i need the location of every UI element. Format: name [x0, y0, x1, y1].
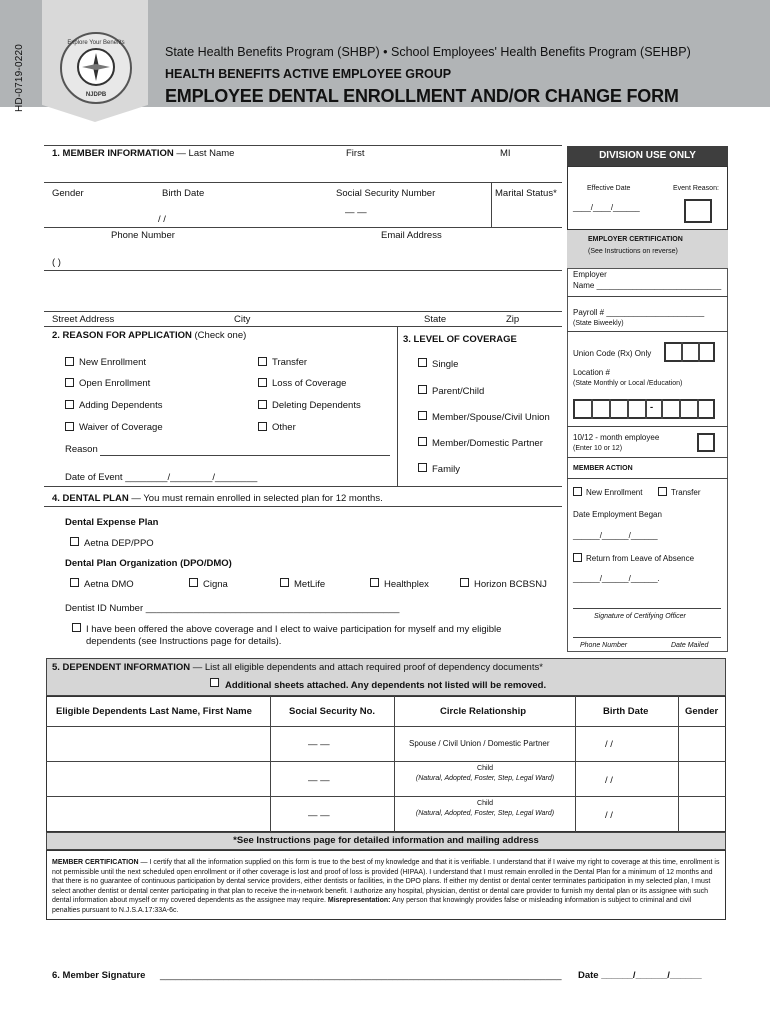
location-field[interactable] — [573, 399, 715, 419]
dpo-heading: Dental Plan Organization (DPO/DMO) — [65, 558, 232, 569]
other-label: Other — [272, 422, 296, 433]
action-new-enrollment-label: New Enrollment — [586, 488, 643, 497]
action-transfer-label: Transfer — [671, 488, 701, 497]
open-enrollment-checkbox[interactable] — [65, 378, 74, 387]
employer-name-field[interactable]: Name ____________________________ — [573, 281, 722, 290]
email-label: Email Address — [381, 230, 442, 241]
metlife-checkbox[interactable] — [280, 578, 289, 587]
adding-dependents-checkbox[interactable] — [65, 400, 74, 409]
action-transfer-checkbox[interactable] — [658, 487, 667, 496]
dentist-id-field[interactable]: Dentist ID Number ________________________________________________ — [65, 603, 400, 614]
new-enrollment-checkbox[interactable] — [65, 357, 74, 366]
dependent-birth-field[interactable]: / / — [605, 810, 613, 821]
reason-label: Reason — [65, 444, 98, 455]
event-reason-field[interactable] — [684, 199, 712, 223]
open-enrollment-label: Open Enrollment — [79, 378, 151, 389]
zip-label: Zip — [506, 314, 520, 325]
union-code-label: Union Code (Rx) Only — [573, 349, 652, 358]
reason-field[interactable] — [100, 455, 390, 456]
aetna-dep-label: Aetna DEP/PPO — [84, 538, 154, 549]
first-name-label: First — [346, 148, 365, 159]
waive-checkbox[interactable] — [72, 623, 81, 632]
instructions-footer: *See Instructions page for detailed information and mailing address — [233, 835, 539, 846]
page-title: EMPLOYEE DENTAL ENROLLMENT AND/OR CHANGE FORM — [165, 86, 679, 106]
cigna-label: Cigna — [203, 579, 228, 590]
event-reason-label: Event Reason: — [673, 185, 719, 192]
compass-icon — [77, 48, 115, 86]
member-certification: MEMBER CERTIFICATION — I certify that all the information supplied on this form is true to the best of my knowledge and that it is verifiable. I understand that if I waive my right to coverage at this time, enrollment is not permissible until the next scheduled open enrollment or if other coverage is lost and proof of loss is provided (HIPAA). I understand that I must remain enrolled in the Dental Plan for a minimum of 12 months and that there is no guarantee of continuous participation by dental service providers, either dentists or facilities, in the DPO plans. If either my dentist or dental center terminates participation in my selected plan, I must select another dentist or dental center participating in that plan to receive the in-network benefit. I authorize any hospital, physician, dentist or dental care provider to furnish my dental plan or its assignee with such dental information about myself or my covered dependents as the assignee may require. Misrepresentation: Any person that knowingly provides false or misleading information is subject to criminal and civil penalties pursuant to N.J.S.A.17:33A-6c. — [52, 859, 720, 914]
return-leave-date-field[interactable]: ______/______/______. — [573, 574, 660, 583]
additional-sheets-checkbox[interactable] — [210, 678, 219, 687]
state-biweekly-note: (State Biweekly) — [573, 320, 624, 327]
effective-date-field[interactable]: ____/____/______ — [573, 203, 640, 212]
waiver-coverage-checkbox[interactable] — [65, 422, 74, 431]
program-line: State Health Benefits Program (SHBP) • School Employees' Health Benefits Program (SEHBP) — [165, 45, 691, 59]
date-employment-field[interactable]: ______/______/______ — [573, 531, 658, 540]
deleting-dependents-label: Deleting Dependents — [272, 400, 361, 411]
dependent-ssn-field[interactable]: — — — [308, 739, 330, 750]
loss-coverage-checkbox[interactable] — [258, 378, 267, 387]
additional-sheets-label: Additional sheets attached. Any dependents not listed will be removed. — [225, 680, 547, 691]
phone-number-label: Phone Number — [580, 642, 628, 649]
member-signature-field[interactable]: ____________________________________________________________________________ — [160, 970, 562, 981]
state-label: State — [424, 314, 447, 325]
employer-label: Employer — [573, 270, 607, 279]
healthplex-label: Healthplex — [384, 579, 429, 590]
group-line: HEALTH BENEFITS ACTIVE EMPLOYEE GROUP — [165, 67, 452, 81]
location-label: Location # — [573, 368, 610, 377]
member-info-heading: 1. MEMBER INFORMATION — Last Name — [52, 148, 235, 159]
employer-cert-heading: EMPLOYER CERTIFICATION — [588, 236, 683, 243]
family-checkbox[interactable] — [418, 463, 427, 472]
city-label: City — [234, 314, 251, 325]
dependent-ssn-field[interactable]: — — — [308, 810, 330, 821]
other-checkbox[interactable] — [258, 422, 267, 431]
ssn-field[interactable]: — — — [345, 207, 367, 218]
location-note: (State Monthly or Local /Education) — [573, 380, 683, 387]
coverage-heading: 3. LEVEL OF COVERAGE — [403, 334, 517, 345]
logo-bottom-text: NJDPB — [85, 92, 107, 98]
month-employee-field[interactable] — [697, 433, 715, 452]
horizon-label: Horizon BCBSNJ — [474, 579, 547, 590]
phone-label: Phone Number — [111, 230, 175, 241]
birth-date-field[interactable]: / / — [158, 214, 166, 225]
street-label: Street Address — [52, 314, 115, 325]
parent-child-label: Parent/Child — [432, 386, 485, 397]
signature-date-field[interactable]: Date ______/______/______ — [578, 970, 702, 981]
col-ssn-header: Social Security No. — [289, 706, 376, 717]
return-leave-label: Return from Leave of Absence — [586, 554, 695, 563]
cigna-checkbox[interactable] — [189, 578, 198, 587]
payroll-field[interactable]: Payroll # ______________________ — [573, 308, 705, 317]
col-gender-header: Gender — [685, 706, 719, 717]
gender-label: Gender — [52, 188, 84, 199]
date-mailed-label: Date Mailed — [671, 642, 709, 649]
return-leave-checkbox[interactable] — [573, 553, 582, 562]
member-domestic-label: Member/Domestic Partner — [432, 438, 543, 449]
member-spouse-checkbox[interactable] — [418, 411, 427, 420]
reason-heading: 2. REASON FOR APPLICATION (Check one) — [52, 330, 247, 341]
dependent-info-heading: 5. DEPENDENT INFORMATION — List all eligible dependents and attach required proof of dependency documents* — [52, 662, 543, 673]
transfer-label: Transfer — [272, 357, 308, 368]
effective-date-label: Effective Date — [587, 185, 631, 192]
dependent-birth-field[interactable]: / / — [605, 775, 613, 786]
member-domestic-checkbox[interactable] — [418, 437, 427, 446]
col-relationship-header: Circle Relationship — [440, 706, 527, 717]
marital-status-label: Marital Status* — [495, 188, 557, 199]
col-birth-header: Birth Date — [603, 706, 649, 717]
month-employee-label: 10/12 - month employee — [573, 433, 660, 442]
healthplex-checkbox[interactable] — [370, 578, 379, 587]
waive-line2: dependents (see Instructions page for details). — [86, 636, 282, 647]
parent-child-checkbox[interactable] — [418, 385, 427, 394]
new-enrollment-label: New Enrollment — [79, 357, 147, 368]
dependent-relationship[interactable]: Spouse / Civil Union / Domestic Partner — [409, 739, 550, 748]
waive-line1: I have been offered the above coverage and I elect to waive participation for myself and my eligible — [86, 624, 502, 635]
officer-signature-label: Signature of Certifying Officer — [594, 613, 686, 620]
dependent-relationship-options[interactable]: (Natural, Adopted, Foster, Step, Legal Ward) — [415, 810, 555, 817]
horizon-checkbox[interactable] — [460, 578, 469, 587]
single-checkbox[interactable] — [418, 358, 427, 367]
form-code: HD-0719-0220 — [14, 44, 25, 112]
single-label: Single — [432, 359, 459, 370]
mi-label: MI — [500, 148, 511, 159]
col-name-header: Eligible Dependents Last Name, First Name — [56, 706, 252, 717]
aetna-dep-checkbox[interactable] — [70, 537, 79, 546]
dependent-ssn-field[interactable]: — — — [308, 775, 330, 786]
member-action-heading: MEMBER ACTION — [573, 465, 633, 472]
dependent-relationship-options[interactable]: (Natural, Adopted, Foster, Step, Legal Ward) — [415, 775, 555, 782]
deleting-dependents-checkbox[interactable] — [258, 400, 267, 409]
phone-field[interactable]: ( ) — [52, 257, 61, 268]
division-use-heading: DIVISION USE ONLY — [567, 146, 728, 166]
date-employment-label: Date Employment Began — [573, 510, 662, 519]
loss-coverage-label: Loss of Coverage — [272, 378, 347, 389]
enter-10-12-note: (Enter 10 or 12) — [573, 445, 623, 452]
dental-expense-heading: Dental Expense Plan — [65, 517, 159, 528]
action-new-enrollment-checkbox[interactable] — [573, 487, 582, 496]
date-of-event[interactable]: Date of Event ________/________/________ — [65, 472, 258, 483]
member-signature-label: 6. Member Signature — [52, 970, 146, 981]
see-instructions-note: (See Instructions on reverse) — [588, 248, 678, 255]
ssn-label: Social Security Number — [336, 188, 436, 199]
location-dash: - — [650, 402, 654, 413]
aetna-dmo-checkbox[interactable] — [70, 578, 79, 587]
union-code-field[interactable] — [664, 342, 715, 362]
officer-signature-line[interactable] — [573, 608, 721, 609]
adding-dependents-label: Adding Dependents — [79, 400, 163, 411]
transfer-checkbox[interactable] — [258, 357, 267, 366]
dental-heading: 4. DENTAL PLAN — You must remain enrolled in selected plan for 12 months. — [52, 493, 383, 504]
metlife-label: MetLife — [294, 579, 326, 590]
aetna-dmo-label: Aetna DMO — [84, 579, 134, 590]
logo-top-text: Explore Your Benefits — [67, 40, 125, 46]
dependent-relationship: Child — [477, 765, 493, 772]
member-spouse-label: Member/Spouse/Civil Union — [432, 412, 550, 423]
family-label: Family — [432, 464, 460, 475]
dependent-relationship: Child — [477, 800, 493, 807]
dependent-birth-field[interactable]: / / — [605, 739, 613, 750]
waiver-coverage-label: Waiver of Coverage — [79, 422, 163, 433]
birth-date-label: Birth Date — [162, 188, 205, 199]
